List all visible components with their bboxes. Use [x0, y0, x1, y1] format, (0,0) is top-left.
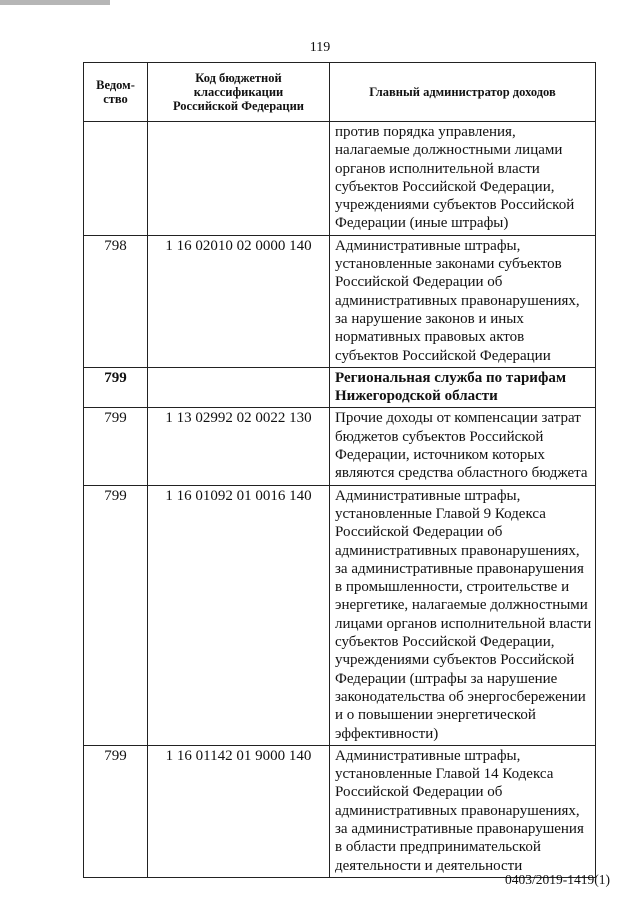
- description-line: установленные Главой 9 Кодекса: [335, 505, 546, 522]
- description-line: субъектов Российской Федерации: [335, 347, 551, 364]
- department-code-cell: [84, 122, 148, 236]
- administrator-description-cell: [330, 122, 596, 236]
- description-line: в промышленности, строительстве и: [335, 579, 570, 596]
- document-footer-code: 0403/2019-1419(1): [505, 872, 610, 887]
- administrator-description-cell: [330, 367, 596, 408]
- table-row: [84, 122, 596, 236]
- description-line: административных правонарушениях,: [335, 292, 580, 309]
- table-row: [84, 485, 596, 745]
- department-code-cell: 799: [84, 408, 148, 485]
- budget-code-cell: 1 13 02992 02 0022 130: [148, 408, 330, 485]
- description-line: Российской Федерации об: [335, 274, 503, 291]
- department-code-cell: 799: [84, 485, 148, 745]
- table-body: [84, 122, 596, 878]
- administrator-description-cell: [330, 235, 596, 367]
- page-number: 119: [309, 40, 331, 55]
- administrator-description-cell: [330, 408, 596, 485]
- description-line: Административные штрафы,: [335, 237, 521, 254]
- description-line: за нарушение законов и иных: [335, 310, 524, 327]
- description-line: субъектов Российской Федерации,: [335, 634, 555, 651]
- description-line: за административные правонарушения: [335, 560, 584, 577]
- description-line: Федерации (иные штрафы): [335, 215, 509, 232]
- description-line: Российской Федерации об: [335, 784, 503, 801]
- budget-code-cell: [148, 122, 330, 236]
- description-line: Региональная служба по тарифам: [335, 369, 567, 386]
- budget-code-cell: [148, 367, 330, 408]
- table-row: [84, 235, 596, 367]
- table-row: [84, 408, 596, 485]
- description-line: Российской Федерации об: [335, 524, 503, 541]
- description-line: деятельности и деятельности: [335, 857, 523, 874]
- description-line: Административные штрафы,: [335, 487, 521, 504]
- description-line: учреждениями субъектов Российской: [335, 652, 575, 669]
- table-row: [84, 367, 596, 408]
- budget-code-cell: 1 16 01142 01 9000 140: [148, 745, 330, 877]
- description-line: Федерации (штрафы за нарушение: [335, 670, 558, 687]
- description-line: Федерации, источником которых: [335, 447, 545, 464]
- scan-artifact-mark: [0, 0, 110, 5]
- description-line: установленные Главой 14 Кодекса: [335, 766, 554, 783]
- table-row: [84, 745, 596, 877]
- description-line: Нижегородской области: [335, 388, 498, 405]
- department-code-cell: 799: [84, 367, 148, 408]
- revenue-administrators-table: [83, 62, 596, 878]
- description-line: субъектов Российской Федерации,: [335, 178, 555, 195]
- description-line: энергетике, налагаемые должностными: [335, 597, 588, 614]
- description-line: учреждениями субъектов Российской: [335, 197, 575, 214]
- description-line: бюджетов субъектов Российской: [335, 428, 544, 445]
- description-line: установленные законами субъектов: [335, 256, 562, 273]
- administrator-description-cell: [330, 485, 596, 745]
- header-budget-code: Код бюджетной классификации Российской Федерации: [148, 63, 330, 122]
- description-line: являются средства областного бюджета: [335, 465, 588, 482]
- department-code-cell: 799: [84, 745, 148, 877]
- description-line: за административные правонарушения: [335, 820, 584, 837]
- description-line: нормативных правовых актов: [335, 329, 525, 346]
- description-line: против порядка управления,: [335, 124, 516, 140]
- budget-code-cell: 1 16 02010 02 0000 140: [148, 235, 330, 367]
- description-line: в области предпринимательской: [335, 839, 541, 856]
- description-line: эффективности): [335, 725, 439, 742]
- description-line: лицами органов исполнительной власти: [335, 615, 592, 632]
- description-line: административных правонарушениях,: [335, 542, 580, 559]
- description-line: налагаемые должностными лицами: [335, 142, 563, 159]
- department-code-cell: 798: [84, 235, 148, 367]
- description-line: органов исполнительной власти: [335, 160, 540, 177]
- description-line: Прочие доходы от компенсации затрат: [335, 410, 581, 427]
- header-administrator: Главный администратор доходов: [330, 63, 596, 122]
- administrator-description-cell: [330, 745, 596, 877]
- description-line: законодательства об энергосбережении: [335, 688, 586, 705]
- table-header-row: [84, 63, 596, 122]
- description-line: и о повышении энергетической: [335, 707, 536, 724]
- description-line: административных правонарушениях,: [335, 802, 580, 819]
- description-line: Административные штрафы,: [335, 747, 521, 764]
- header-department: Ведом- ство: [84, 63, 148, 122]
- budget-code-cell: 1 16 01092 01 0016 140: [148, 485, 330, 745]
